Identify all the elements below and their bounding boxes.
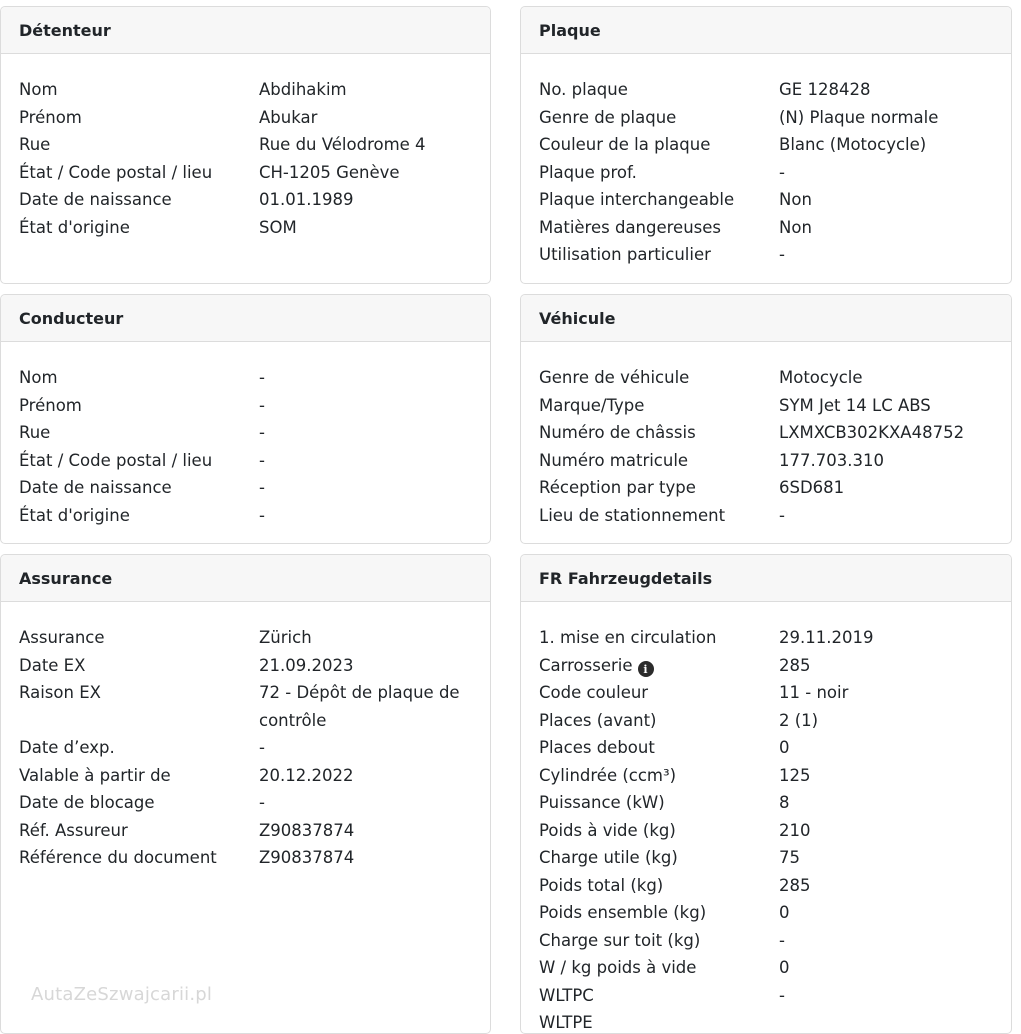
detail-row xyxy=(19,364,490,392)
detail-label: No. plaque xyxy=(539,80,628,99)
detail-label: Genre de plaque xyxy=(539,107,677,127)
detail-value: - xyxy=(779,930,785,950)
detail-row xyxy=(539,474,1011,502)
detail-row xyxy=(539,954,1011,982)
detail-row xyxy=(539,734,1011,762)
detail-value: 285 xyxy=(779,655,811,675)
detail-row xyxy=(539,364,1011,392)
card-header-fahrzeugdetails: FR Fahrzeugdetails xyxy=(521,555,1011,602)
detail-row xyxy=(19,392,490,420)
detail-value: - xyxy=(259,450,265,470)
card-conducteur xyxy=(0,294,491,544)
card-vehicule xyxy=(520,294,1012,544)
detail-value: 11 - noir xyxy=(779,683,849,702)
detail-value: SYM Jet 14 LC ABS xyxy=(779,395,931,415)
detail-value: - xyxy=(259,505,265,525)
detail-value: 6SD681 xyxy=(779,478,845,497)
detail-value: - xyxy=(259,478,265,497)
detail-row xyxy=(539,789,1011,817)
detail-label: Date de blocage xyxy=(19,793,155,812)
detail-value xyxy=(779,1009,1011,1034)
detail-value: 2 (1) xyxy=(779,710,819,730)
card-body-assurance xyxy=(1,602,490,872)
card-header-detenteur: Détenteur xyxy=(1,7,490,54)
detail-row xyxy=(19,844,490,872)
detail-value: Non xyxy=(779,190,812,209)
detail-label: Prénom xyxy=(19,395,82,415)
detail-row xyxy=(19,789,490,817)
detail-value: Non xyxy=(779,217,812,237)
detail-label: Réf. Assureur xyxy=(19,820,128,840)
detail-label: Assurance xyxy=(19,628,105,647)
detail-value: - xyxy=(779,162,785,182)
detail-label: Plaque interchangeable xyxy=(539,190,735,209)
detail-row xyxy=(539,186,1011,214)
detail-value: CH-1205 Genève xyxy=(259,162,400,182)
detail-label: Poids ensemble (kg) xyxy=(539,903,707,922)
detail-label: W / kg poids à vide xyxy=(539,958,697,977)
detail-row xyxy=(19,214,490,242)
detail-value: GE 128428 xyxy=(779,80,871,99)
detail-value: - xyxy=(259,395,265,415)
detail-label: Charge utile (kg) xyxy=(539,848,678,867)
detail-value: - xyxy=(779,505,785,525)
detail-value: 0 xyxy=(779,958,790,977)
detail-value: - xyxy=(779,985,785,1005)
detail-value: - xyxy=(259,738,265,757)
detail-value: Abdihakim xyxy=(259,80,347,99)
detail-label: Valable à partir de xyxy=(19,765,171,785)
detail-label: Date de naissance xyxy=(19,478,172,497)
detail-value: 72 - Dépôt de plaque de contrôle xyxy=(259,683,460,730)
info-icon[interactable]: i xyxy=(638,661,654,677)
detail-label: Réception par type xyxy=(539,478,696,497)
detail-value: - xyxy=(259,368,265,387)
detail-row xyxy=(19,624,490,652)
detail-row xyxy=(539,131,1011,159)
detail-label: Poids total (kg) xyxy=(539,875,664,895)
card-body-plaque xyxy=(521,54,1011,269)
detail-value: SOM xyxy=(259,217,297,237)
detail-row xyxy=(539,419,1011,447)
detail-row xyxy=(19,652,490,680)
detail-row xyxy=(539,392,1011,420)
detail-row xyxy=(19,474,490,502)
detail-value: - xyxy=(259,423,265,442)
detail-row xyxy=(19,104,490,132)
detail-value: 29.11.2019 xyxy=(779,628,874,647)
detail-value: Motocycle xyxy=(779,368,863,387)
detail-label: État d'origine xyxy=(19,505,130,525)
detail-row xyxy=(19,159,490,187)
detail-label: Date d’exp. xyxy=(19,738,115,757)
detail-value: 75 xyxy=(779,848,800,867)
card-header-vehicule: Véhicule xyxy=(521,295,1011,342)
detail-label: Numéro matricule xyxy=(539,450,689,470)
detail-value: - xyxy=(779,245,785,264)
detail-label: Prénom xyxy=(19,107,82,127)
detail-label: Utilisation particulier xyxy=(539,245,711,264)
detail-row xyxy=(19,679,490,734)
detail-value: 20.12.2022 xyxy=(259,765,354,785)
detail-label: État / Code postal / lieu xyxy=(19,162,213,182)
detail-row xyxy=(539,241,1011,269)
detail-row xyxy=(19,76,490,104)
detail-row xyxy=(19,447,490,475)
detail-label: 1. mise en circulation xyxy=(539,628,717,647)
detail-value: 177.703.310 xyxy=(779,450,884,470)
detail-label: État d'origine xyxy=(19,217,130,237)
detail-row xyxy=(539,447,1011,475)
detail-label: Places (avant) xyxy=(539,710,657,730)
detail-label: Poids à vide (kg) xyxy=(539,820,676,840)
detail-label: Matières dangereuses xyxy=(539,217,722,237)
detail-row xyxy=(539,844,1011,872)
card-header-assurance: Assurance xyxy=(1,555,490,602)
card-body-detenteur xyxy=(1,54,490,241)
detail-row xyxy=(539,502,1011,530)
detail-label: Date de naissance xyxy=(19,190,172,209)
card-header-plaque: Plaque xyxy=(521,7,1011,54)
detail-label: Places debout xyxy=(539,738,655,757)
detail-row xyxy=(539,927,1011,955)
detail-value: 8 xyxy=(779,793,790,812)
watermark: AutaZeSzwajcarii.pl xyxy=(31,984,213,1005)
detail-row xyxy=(539,159,1011,187)
detail-row xyxy=(19,762,490,790)
detail-value: Z90837874 xyxy=(259,848,355,867)
detail-row xyxy=(539,817,1011,845)
detail-label: WLTPE xyxy=(539,1013,593,1032)
detail-label: Numéro de châssis xyxy=(539,423,696,442)
detail-value: 0 xyxy=(779,738,790,757)
detail-row xyxy=(539,652,1011,680)
card-body-fahrzeugdetails xyxy=(521,602,1011,1034)
card-fahrzeugdetails xyxy=(520,554,1012,1034)
detail-row xyxy=(539,707,1011,735)
card-detenteur xyxy=(0,6,491,284)
detail-value: Rue du Vélodrome 4 xyxy=(259,135,426,154)
detail-row xyxy=(539,899,1011,927)
detail-row xyxy=(19,734,490,762)
detail-row xyxy=(19,817,490,845)
detail-label: Référence du document xyxy=(19,848,217,867)
detail-label: Nom xyxy=(19,368,58,387)
card-header-conducteur: Conducteur xyxy=(1,295,490,342)
detail-label: Couleur de la plaque xyxy=(539,135,711,154)
detail-value: 285 xyxy=(779,875,811,895)
detail-value: 210 xyxy=(779,820,811,840)
detail-label: Date EX xyxy=(19,655,86,675)
detail-value: - xyxy=(259,793,265,812)
detail-row xyxy=(539,214,1011,242)
detail-value: 125 xyxy=(779,765,811,785)
detail-label: Marque/Type xyxy=(539,395,645,415)
detail-label: Puissance (kW) xyxy=(539,793,665,812)
detail-row xyxy=(539,872,1011,900)
detail-value: Abukar xyxy=(259,107,318,127)
card-body-conducteur xyxy=(1,342,490,529)
detail-label: Lieu de stationnement xyxy=(539,505,726,525)
detail-row xyxy=(539,624,1011,652)
detail-row xyxy=(539,76,1011,104)
detail-label: Carrosserie xyxy=(539,655,633,675)
detail-label: Code couleur xyxy=(539,683,649,702)
detail-row xyxy=(539,679,1011,707)
detail-row xyxy=(539,1009,1011,1034)
detail-value: Blanc (Motocycle) xyxy=(779,135,927,154)
detail-row xyxy=(19,186,490,214)
detail-label-with-icon xyxy=(539,652,779,680)
detail-label: Genre de véhicule xyxy=(539,368,690,387)
detail-value: LXMXCB302KXA48752 xyxy=(779,423,965,442)
detail-row xyxy=(539,104,1011,132)
card-assurance xyxy=(0,554,491,1034)
detail-row xyxy=(539,762,1011,790)
detail-label: Rue xyxy=(19,135,51,154)
detail-row xyxy=(19,131,490,159)
detail-row xyxy=(19,419,490,447)
detail-value: 21.09.2023 xyxy=(259,655,354,675)
detail-label: Cylindrée (ccm³) xyxy=(539,765,677,785)
detail-label: Charge sur toit (kg) xyxy=(539,930,701,950)
card-plaque xyxy=(520,6,1012,284)
detail-label: Rue xyxy=(19,423,51,442)
detail-value: (N) Plaque normale xyxy=(779,107,939,127)
detail-value: Z90837874 xyxy=(259,820,355,840)
detail-label: Nom xyxy=(19,80,58,99)
detail-row xyxy=(19,502,490,530)
detail-value: 01.01.1989 xyxy=(259,190,354,209)
detail-row xyxy=(539,982,1011,1010)
detail-value: Zürich xyxy=(259,628,312,647)
detail-label: Plaque prof. xyxy=(539,162,637,182)
card-body-vehicule xyxy=(521,342,1011,529)
detail-label: État / Code postal / lieu xyxy=(19,450,213,470)
detail-value: 0 xyxy=(779,903,790,922)
detail-label: WLTPC xyxy=(539,985,594,1005)
detail-label: Raison EX xyxy=(19,683,101,702)
